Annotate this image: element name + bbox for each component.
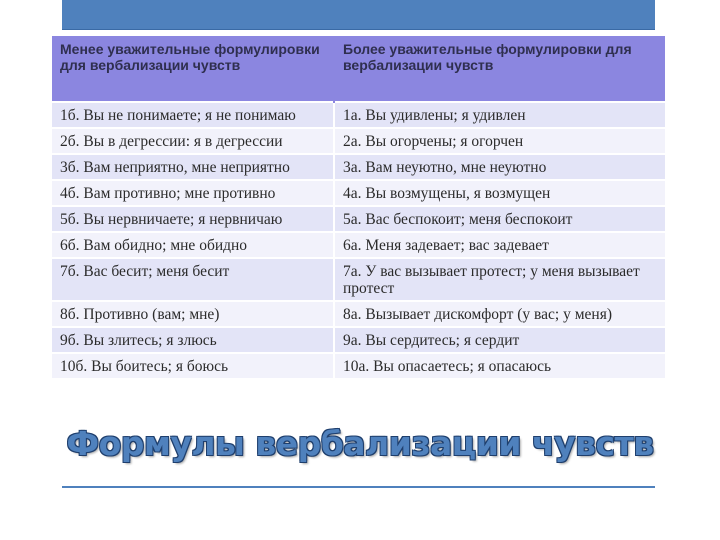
cell-more-respectful: 5а. Вас беспокоит; меня беспокоит: [334, 206, 665, 232]
cell-less-respectful: 10б. Вы боитесь; я боюсь: [52, 353, 334, 378]
table-row: [52, 206, 665, 232]
cell-more-respectful: 6а. Меня задевает; вас задевает: [334, 232, 665, 258]
table-row: [52, 301, 665, 327]
table-row: [52, 232, 665, 258]
cell-less-respectful: 5б. Вы нервничаете; я нервничаю: [52, 206, 334, 232]
table-row: [52, 180, 665, 206]
cell-less-respectful: 3б. Вам неприятно, мне неприятно: [52, 154, 334, 180]
table-header-row: [52, 36, 665, 102]
cell-less-respectful: 6б. Вам обидно; мне обидно: [52, 232, 334, 258]
title-underline: [62, 486, 655, 488]
cell-less-respectful: 2б. Вы в дегрессии: я в дегрессии: [52, 128, 334, 154]
header-less-respectful: Менее уважительные формулировки для вербализации чувств: [52, 36, 334, 102]
cell-more-respectful: 9а. Вы сердитесь; я сердит: [334, 327, 665, 353]
table-row: [52, 258, 665, 301]
cell-more-respectful: 3а. Вам неуютно, мне неуютно: [334, 154, 665, 180]
cell-more-respectful: 10а. Вы опасаетесь; я опасаюсь: [334, 353, 665, 378]
table-row: [52, 154, 665, 180]
cell-more-respectful: 7а. У вас вызывает протест; у меня вызывает протест: [334, 258, 665, 301]
cell-less-respectful: 9б. Вы злитесь; я злюсь: [52, 327, 334, 353]
table-row: [52, 353, 665, 378]
cell-less-respectful: 4б. Вам противно; мне противно: [52, 180, 334, 206]
cell-more-respectful: 1а. Вы удивлены; я удивлен: [334, 102, 665, 128]
top-decorative-bar: [62, 0, 655, 30]
cell-more-respectful: 8а. Вызывает дискомфорт (у вас; у меня): [334, 301, 665, 327]
cell-more-respectful: 2а. Вы огорчены; я огорчен: [334, 128, 665, 154]
table-row: [52, 128, 665, 154]
header-more-respectful: Более уважительные формулировки для вербализации чувств: [334, 36, 665, 102]
cell-less-respectful: 7б. Вас бесит; меня бесит: [52, 258, 334, 301]
cell-less-respectful: 1б. Вы не понимаете; я не понимаю: [52, 102, 334, 128]
feelings-table-container: [52, 36, 665, 378]
table-row: [52, 102, 665, 128]
cell-less-respectful: 8б. Противно (вам; мне): [52, 301, 334, 327]
table-row: [52, 327, 665, 353]
feelings-verbalization-table: [52, 36, 665, 378]
slide-title: Формулы вербализации чувств: [66, 424, 654, 463]
cell-more-respectful: 4а. Вы возмущены, я возмущен: [334, 180, 665, 206]
